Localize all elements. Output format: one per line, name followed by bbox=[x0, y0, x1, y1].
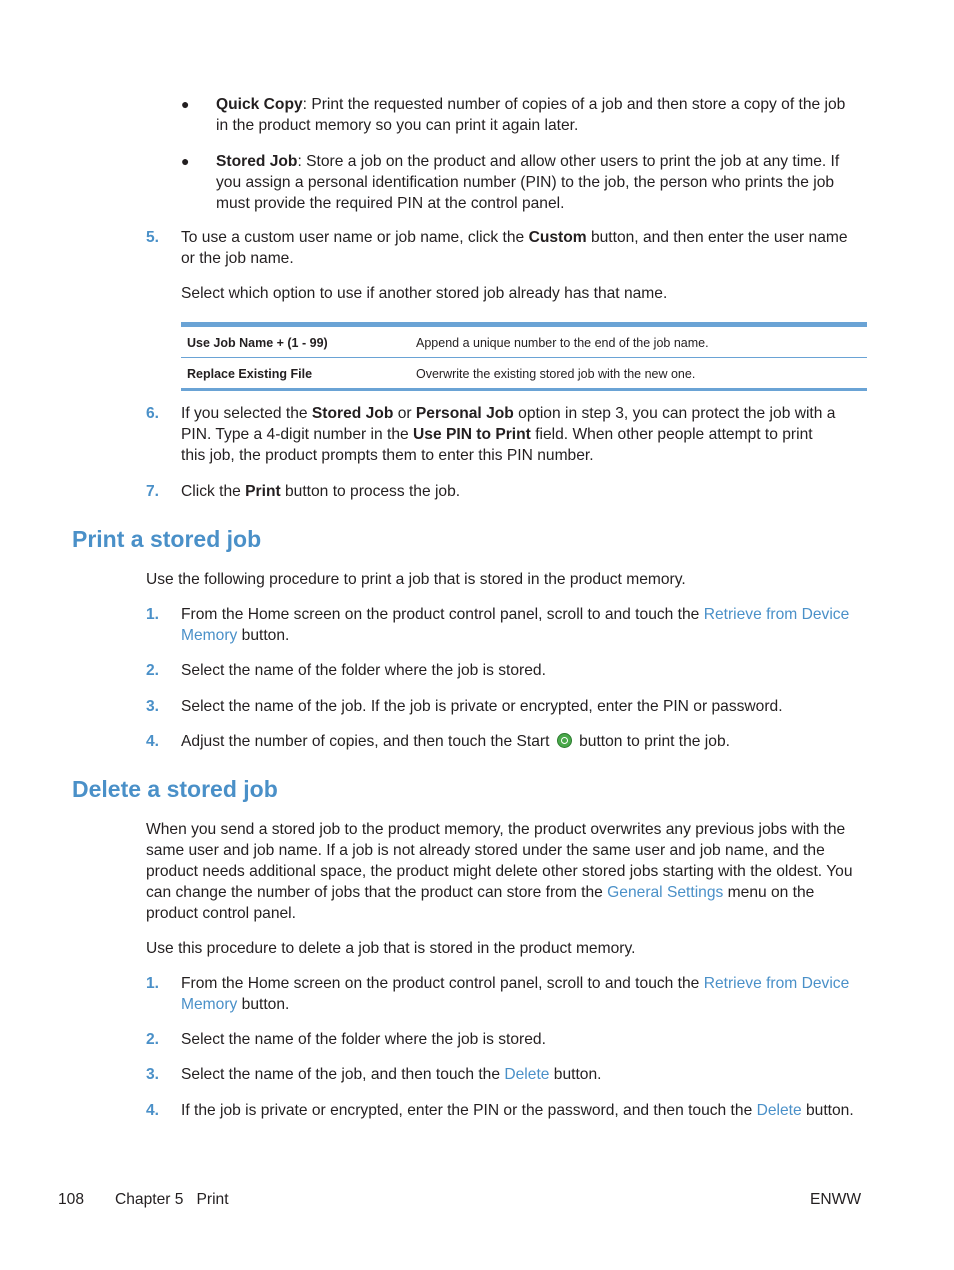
delete-step-1: From the Home screen on the product control panel, scroll to and touch the Retrieve from Device Memory button. bbox=[181, 975, 850, 1013]
term: Stored Job bbox=[216, 153, 298, 170]
step-5-text: To use a custom user name or job name, click the Custom button, and then enter the user name or the job name. bbox=[181, 229, 848, 267]
memory-link[interactable]: Memory bbox=[181, 627, 238, 644]
options-table bbox=[181, 322, 867, 391]
step-number: 2. bbox=[146, 1031, 160, 1048]
step-6-text: If you selected the Stored Job or Personal Job option in step 3, you can protect the job with a PIN. Type a 4-digit number in the Use PIN to Print field. When other people attempt to print this job, the product prompts them to enter this PIN number. bbox=[181, 405, 836, 464]
table-row bbox=[181, 327, 867, 358]
print-step-2: Select the name of the folder where the job is stored. bbox=[181, 662, 546, 679]
print-step-4: Adjust the number of copies, and then touch the Start button to print the job. bbox=[181, 733, 730, 750]
delete-step-2: Select the name of the folder where the job is stored. bbox=[181, 1031, 546, 1048]
step-number: 3. bbox=[146, 1066, 160, 1083]
step-number: 7. bbox=[146, 483, 160, 500]
memory-link[interactable]: Memory bbox=[181, 996, 238, 1013]
print-intro: Use the following procedure to print a job that is stored in the product memory. bbox=[146, 571, 686, 588]
footer-right: ENWW bbox=[810, 1191, 862, 1208]
step-number: 2. bbox=[146, 662, 160, 679]
step-7-text: Click the Print button to process the job. bbox=[181, 483, 461, 500]
delete-link[interactable]: Delete bbox=[756, 1102, 802, 1119]
bullet-quick-copy: Quick Copy: Print the requested number of copies of a job and then store a copy of the job in the product memory so you can print it again later. bbox=[216, 96, 846, 134]
page-number: 108 bbox=[58, 1191, 85, 1208]
delete-intro: Use this procedure to delete a job that is stored in the product memory. bbox=[146, 940, 636, 957]
table-option: Replace Existing File bbox=[187, 367, 313, 381]
step-5-subtext: Select which option to use if another stored job already has that name. bbox=[181, 285, 668, 302]
print-step-3: Select the name of the job. If the job is private or encrypted, enter the PIN or password. bbox=[181, 698, 783, 715]
table-option: Use Job Name + (1 - 99) bbox=[187, 336, 328, 350]
table-row bbox=[181, 358, 867, 388]
term: Quick Copy bbox=[216, 96, 303, 113]
table-description: Overwrite the existing stored job with the new one. bbox=[416, 367, 696, 381]
bullet-dot: ● bbox=[181, 96, 190, 112]
step-number: 4. bbox=[146, 1102, 160, 1119]
section-heading-delete: Delete a stored job bbox=[72, 776, 278, 802]
delete-step-3: Select the name of the job, and then touch the Delete button. bbox=[181, 1066, 602, 1083]
table-bottom-rule bbox=[181, 388, 867, 391]
general-settings-link[interactable]: General Settings bbox=[607, 884, 724, 901]
bullet-dot: ● bbox=[181, 153, 190, 169]
chapter-label: Chapter 5 Print bbox=[115, 1191, 229, 1208]
start-button-icon bbox=[557, 733, 572, 748]
retrieve-from-device-link[interactable]: Retrieve from Device bbox=[703, 606, 850, 623]
step-number: 6. bbox=[146, 405, 160, 422]
section-heading-print: Print a stored job bbox=[72, 526, 262, 552]
delete-paragraph: When you send a stored job to the product memory, the product overwrites any previous jobs with the same user and job name. If a job is not already stored under the same user and job name, and the product needs additional space, the product might delete other stored jobs starting with the oldest. You can change the number of jobs that the product can store from the General Settings menu on the product control panel. bbox=[146, 821, 853, 922]
bullet-stored-job: Stored Job: Store a job on the product and allow other users to print the job at any time. If you assign a personal identification number (PIN) to the job, the person who prints the job must provide the required PIN at the control panel. bbox=[216, 153, 840, 212]
step-number: 3. bbox=[146, 698, 160, 715]
step-number: 1. bbox=[146, 975, 160, 992]
step-number: 1. bbox=[146, 606, 160, 623]
step-number: 4. bbox=[146, 733, 160, 750]
table-description: Append a unique number to the end of the job name. bbox=[416, 336, 709, 350]
delete-step-4: If the job is private or encrypted, enter the PIN or the password, and then touch the Delete button. bbox=[181, 1102, 854, 1119]
print-step-1: From the Home screen on the product control panel, scroll to and touch the Retrieve from Device Memory button. bbox=[181, 606, 850, 644]
step-number: 5. bbox=[146, 229, 160, 246]
retrieve-from-device-link[interactable]: Retrieve from Device bbox=[703, 975, 850, 992]
delete-link[interactable]: Delete bbox=[504, 1066, 550, 1083]
